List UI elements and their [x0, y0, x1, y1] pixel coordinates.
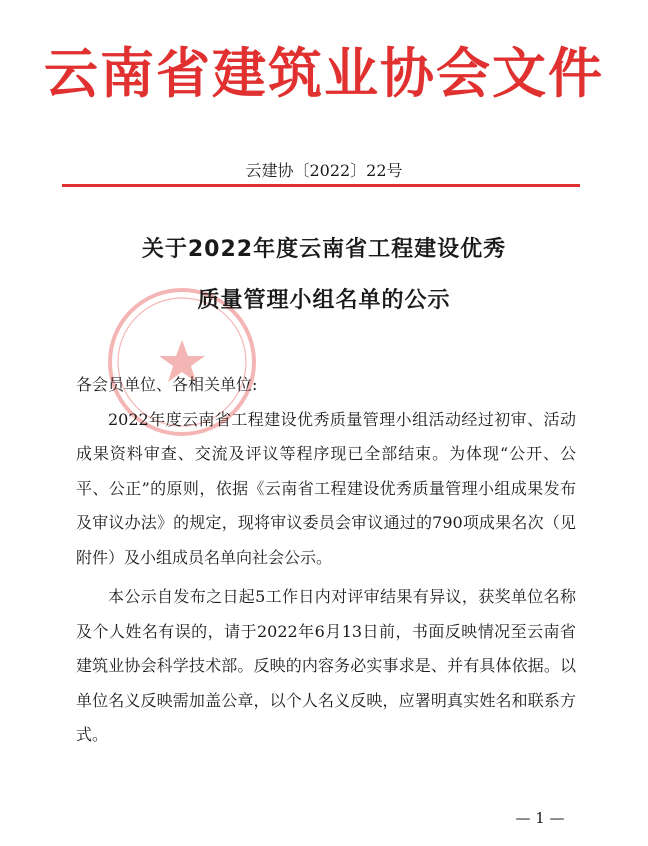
notice-title-line-2: 质量管理小组名单的公示 — [197, 288, 451, 313]
red-divider-line — [62, 184, 580, 187]
page-number: — 1 — — [515, 809, 565, 827]
paragraph-2: 本公示自发布之日起5工作日内对评审结果有异议，获奖单位名称及个人姓名有误的，请于2022年6月13日前，书面反映情况至云南省建筑业协会科学技术部。反映的内容务必实事求是、并有具体依据。以单位名义反映需加盖公章，以个人名义反映，应署明真实姓名和联系方式。 — [76, 587, 576, 744]
salutation: 各会员单位、各相关单位: — [76, 375, 258, 394]
document-number: 云建协〔2022〕22号 — [245, 161, 403, 180]
masthead-title: 云南省建筑业协会文件 — [44, 41, 604, 105]
paragraph-1: 2022年度云南省工程建设优秀质量管理小组活动经过初审、活动成果资料审查、交流及评议等程序现已全部结束。为体现“公开、公平、公正”的原则，依据《云南省工程建设优秀质量管理小组成果发布及审议办法》的规定，现将审议委员会审议通过的790项成果名次（见附件）及小组成员名单向社会公示。 — [76, 409, 576, 567]
notice-title-line-1: 关于2022年度云南省工程建设优秀 — [141, 237, 507, 262]
notice-body — [76, 368, 576, 753]
